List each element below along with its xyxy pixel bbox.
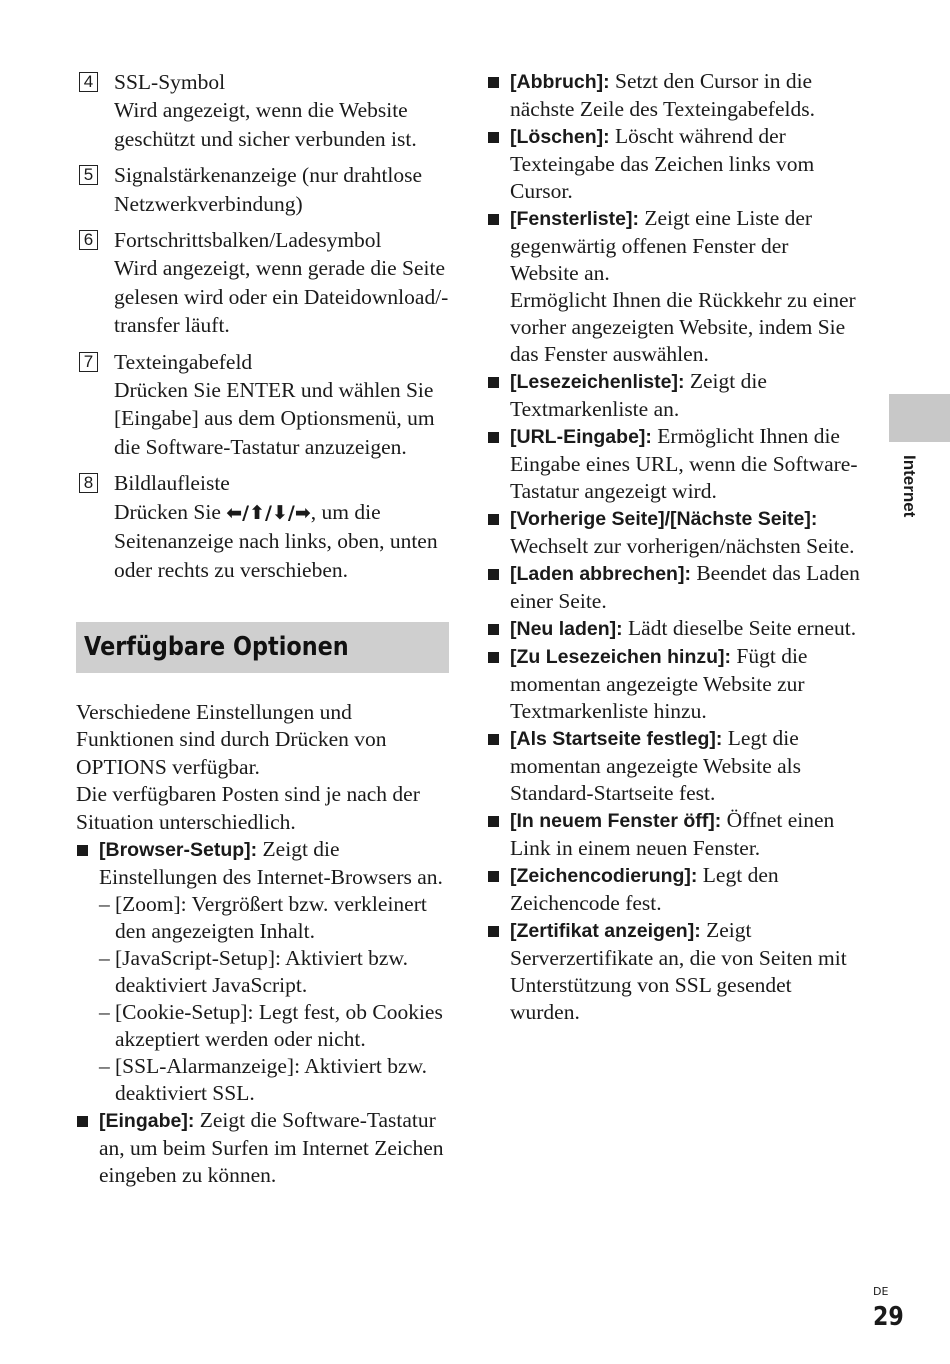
option-zu-lesezeichen-hinzu bbox=[487, 643, 862, 725]
numbered-item-4 bbox=[76, 68, 451, 153]
option-key: [Fensterliste]: bbox=[510, 208, 639, 230]
square-bullet-icon bbox=[488, 569, 499, 580]
option-text: Wechselt zur vorherigen/nächsten Seite. bbox=[510, 534, 855, 558]
sub-option-ssl bbox=[99, 1053, 451, 1107]
option-text: Zeigt die Einstellungen des Internet-Browsers an. bbox=[99, 836, 443, 889]
option-key: [Vorherige Seite]/[Nächste Seite]: bbox=[510, 508, 818, 530]
option-zertifikat-anzeigen bbox=[487, 917, 862, 1026]
item-description: Drücken Sie ENTER und wählen Sie [Eingabe] aus dem Optionsmenü, um die Software-Tastatur anzuzeigen. bbox=[114, 378, 435, 459]
item-title: Bildlaufleiste bbox=[114, 471, 230, 496]
option-text: Öffnet einen Link in einem neuen Fenster. bbox=[510, 808, 835, 860]
desc-prefix: Drücken Sie bbox=[114, 499, 227, 524]
chapter-label-text: Internet bbox=[900, 455, 919, 518]
option-in-neuem-fenster bbox=[487, 807, 862, 862]
square-bullet-icon bbox=[488, 77, 499, 88]
dash: – bbox=[99, 1053, 110, 1078]
option-text: Ermöglicht Ihnen die Eingabe eines URL, wenn die Software-Tastatur angezeigt wird. bbox=[510, 424, 858, 503]
option-key: [Lesezeichenliste]: bbox=[510, 371, 685, 393]
option-browser-setup bbox=[76, 836, 451, 1107]
option-extra-text: Ermöglicht Ihnen die Rückkehr zu einer vorher angezeigten Website, indem Sie das Fenster auswählen. bbox=[510, 288, 856, 366]
section-heading-bar bbox=[76, 622, 449, 673]
option-key: [Eingabe]: bbox=[99, 1109, 195, 1132]
option-key: [Zu Lesezeichen hinzu]: bbox=[510, 646, 732, 668]
section-intro bbox=[76, 699, 451, 836]
option-zeichencodierung bbox=[487, 862, 862, 917]
item-description bbox=[114, 498, 451, 584]
item-description: Wird angezeigt, wenn gerade die Seite gelesen wird oder ein Dateidownload/-transfer läuft. bbox=[114, 256, 449, 338]
number-badge: 6 bbox=[79, 230, 98, 250]
square-bullet-icon bbox=[488, 514, 499, 525]
number-badge: 4 bbox=[79, 72, 98, 92]
item-title: Fortschrittsbalken/Ladesymbol bbox=[114, 228, 382, 253]
option-key: [Abbruch]: bbox=[510, 71, 610, 93]
right-column bbox=[487, 68, 862, 1026]
option-text: Lädt dieselbe Seite erneut. bbox=[622, 616, 857, 640]
sub-option-text: [JavaScript-Setup]: Aktiviert bzw. deaktiviert JavaScript. bbox=[115, 945, 408, 997]
square-bullet-icon bbox=[488, 624, 499, 635]
option-key: [URL-Eingabe]: bbox=[510, 426, 652, 448]
option-text: Beendet das Laden einer Seite. bbox=[510, 561, 860, 613]
chapter-tab bbox=[889, 394, 950, 442]
square-bullet-icon bbox=[488, 926, 499, 937]
number-badge: 7 bbox=[79, 352, 98, 372]
square-bullet-icon bbox=[77, 845, 88, 856]
option-laden-abbrechen bbox=[487, 560, 862, 615]
option-text: Fügt die momentan angezeigte Website zur Textmarkenliste hinzu. bbox=[510, 644, 808, 723]
option-abbruch bbox=[487, 68, 862, 123]
numbered-item-5 bbox=[76, 161, 451, 218]
square-bullet-icon bbox=[488, 132, 499, 143]
option-text: Legt die momentan angezeigte Website als Standard-Startseite fest. bbox=[510, 726, 802, 805]
option-text: Legt den Zeichencode fest. bbox=[510, 863, 779, 915]
numbered-item-7 bbox=[76, 348, 451, 462]
desc-suffix: , um die Seitenanzeige nach links, oben, unten oder rechts zu verschieben. bbox=[114, 499, 438, 582]
square-bullet-icon bbox=[77, 1116, 88, 1127]
intro-paragraph-2: Die verfügbaren Posten sind je nach der Situation unterschiedlich. bbox=[76, 782, 420, 834]
option-text: Zeigt die Software-Tastatur an, um beim Surfen im Internet Zeichen eingeben zu können. bbox=[99, 1107, 444, 1187]
option-vorherige-naechste-seite bbox=[487, 505, 862, 560]
arrow-keys-icon: ⬅/⬆/⬇/➡ bbox=[226, 501, 311, 524]
option-text: Zeigt die Textmarkenliste an. bbox=[510, 369, 767, 421]
option-key: [Zeichencodierung]: bbox=[510, 865, 698, 887]
sub-option-cookie bbox=[99, 999, 451, 1053]
sub-option-zoom bbox=[99, 891, 451, 945]
square-bullet-icon bbox=[488, 652, 499, 663]
section-title: Verfügbare Optionen bbox=[84, 632, 349, 663]
option-als-startseite bbox=[487, 725, 862, 807]
number-badge: 8 bbox=[79, 473, 98, 493]
sub-option-text: [SSL-Alarmanzeige]: Aktiviert bzw. deaktiviert SSL. bbox=[115, 1053, 428, 1105]
option-key: [Browser-Setup]: bbox=[99, 838, 258, 861]
intro-paragraph-1: Verschiedene Einstellungen und Funktionen sind durch Drücken von OPTIONS verfügbar. bbox=[76, 699, 387, 779]
dash: – bbox=[99, 999, 110, 1024]
option-key: [Zertifikat anzeigen]: bbox=[510, 920, 701, 942]
option-neu-laden bbox=[487, 615, 862, 643]
square-bullet-icon bbox=[488, 734, 499, 745]
option-url-eingabe bbox=[487, 423, 862, 505]
square-bullet-icon bbox=[488, 432, 499, 443]
page-number: 29 bbox=[873, 1302, 904, 1332]
sub-option-javascript bbox=[99, 945, 451, 999]
sub-option-text: [Cookie-Setup]: Legt fest, ob Cookies akzeptiert werden oder nicht. bbox=[115, 999, 443, 1051]
option-text: Löscht während der Texteingabe das Zeichen links vom Cursor. bbox=[510, 124, 815, 203]
chapter-tab-label bbox=[897, 455, 921, 525]
dash: – bbox=[99, 945, 110, 970]
square-bullet-icon bbox=[488, 816, 499, 827]
dash: – bbox=[99, 891, 110, 916]
square-bullet-icon bbox=[488, 871, 499, 882]
option-key: [Löschen]: bbox=[510, 126, 610, 148]
option-key: [Laden abbrechen]: bbox=[510, 563, 691, 585]
square-bullet-icon bbox=[488, 214, 499, 225]
option-key: [Neu laden]: bbox=[510, 618, 623, 640]
numbered-item-8 bbox=[76, 469, 451, 584]
language-code: DE bbox=[873, 1285, 889, 1298]
option-text: Setzt den Cursor in die nächste Zeile des Texteingabefelds. bbox=[510, 69, 815, 121]
option-loeschen bbox=[487, 123, 862, 205]
option-text: Zeigt eine Liste der gegenwärtig offenen Fenster der Website an. bbox=[510, 206, 813, 285]
item-title: Texteingabefeld bbox=[114, 349, 253, 374]
option-key: [Als Startseite festleg]: bbox=[510, 728, 723, 750]
option-lesezeichenliste bbox=[487, 368, 862, 423]
left-column bbox=[76, 68, 451, 1189]
item-title: Signalstärkenanzeige (nur drahtlose Netzwerkverbindung) bbox=[114, 163, 423, 216]
number-badge: 5 bbox=[79, 165, 98, 185]
numbered-item-6 bbox=[76, 226, 451, 340]
square-bullet-icon bbox=[488, 377, 499, 388]
item-description: Wird angezeigt, wenn die Website geschützt und sicher verbunden ist. bbox=[114, 98, 417, 151]
option-eingabe bbox=[76, 1107, 451, 1189]
option-fensterliste bbox=[487, 205, 862, 368]
sub-option-text: [Zoom]: Vergrößert bzw. verkleinert den angezeigten Inhalt. bbox=[115, 891, 427, 943]
item-title: SSL-Symbol bbox=[114, 70, 226, 94]
option-text: Zeigt Serverzertifikate an, die von Seiten mit Unterstützung von SSL gesendet wurden. bbox=[510, 918, 847, 1024]
option-key: [In neuem Fenster öff]: bbox=[510, 810, 722, 832]
